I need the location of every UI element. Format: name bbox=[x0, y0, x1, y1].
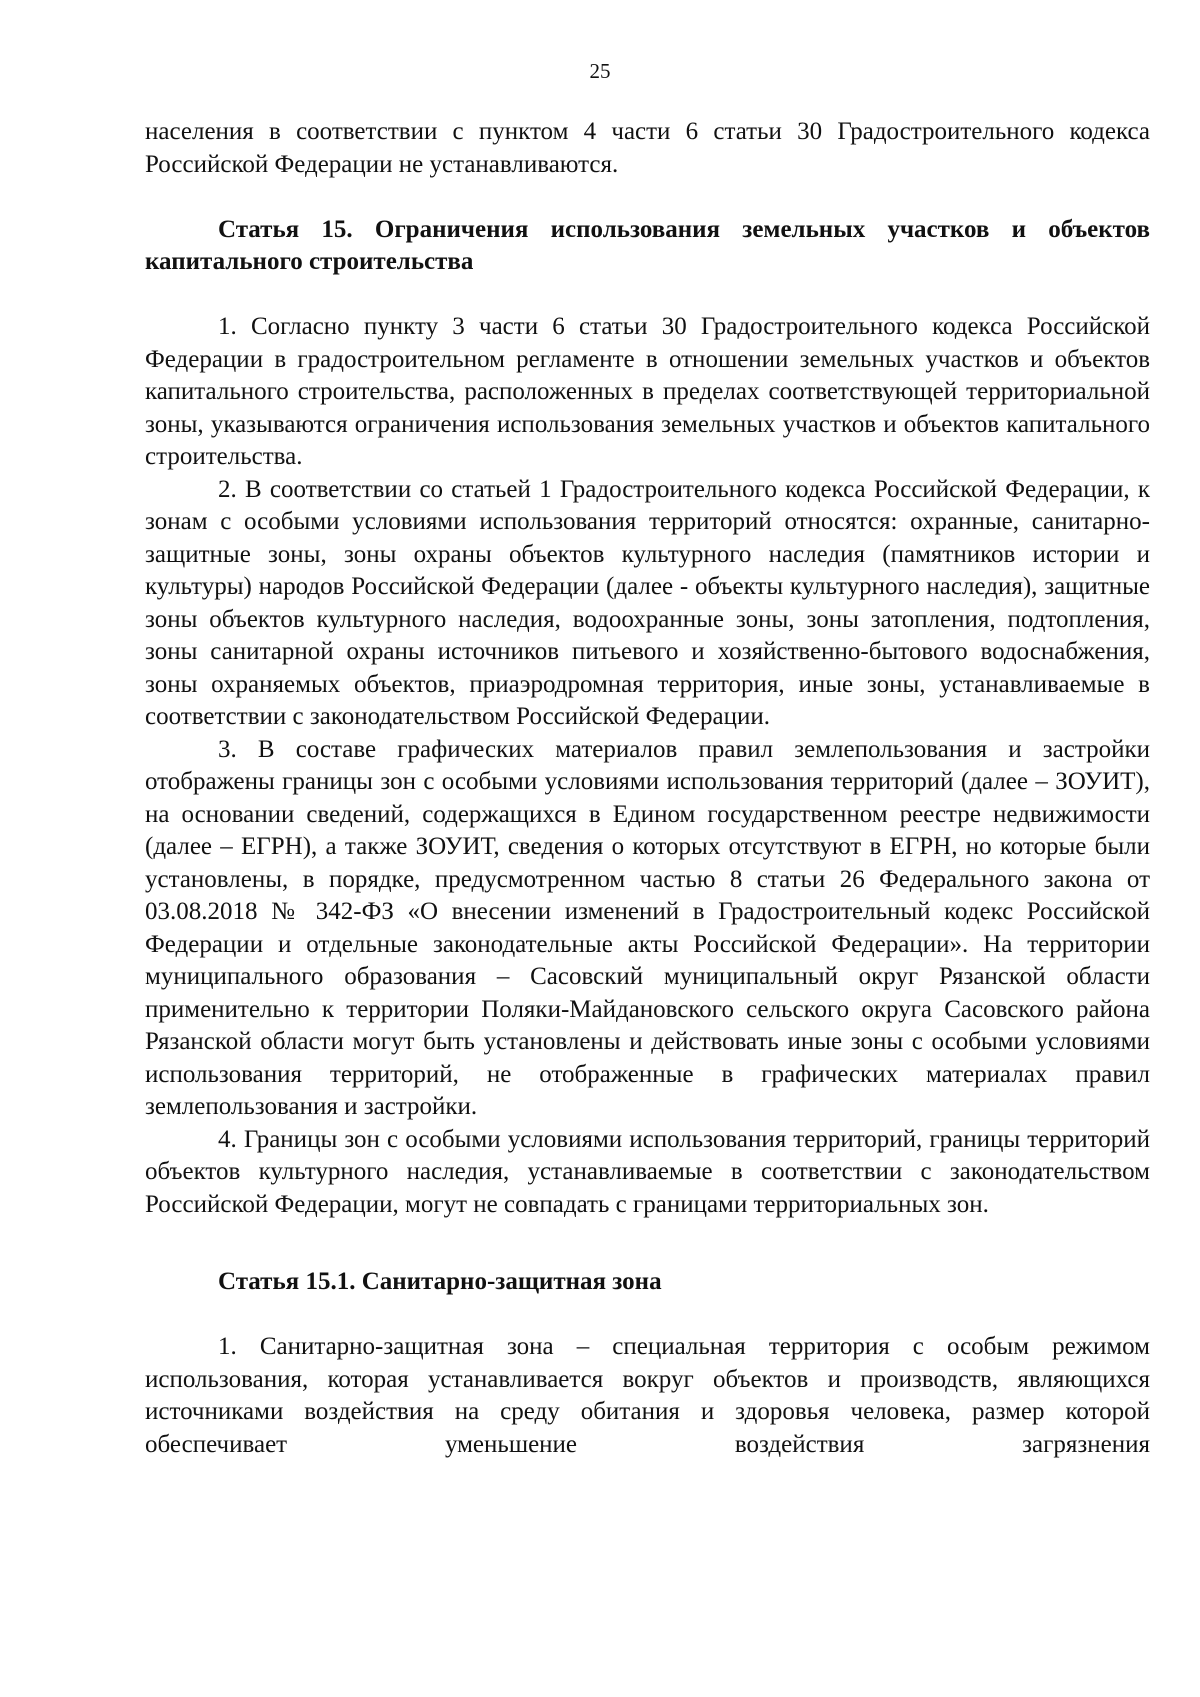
article-15-paragraph-2: 2. В соответствии со статьей 1 Градостроительного кодекса Российской Федерации, к зонам с особыми условиями использования территорий относятся: охранные, санитарно-защитные зоны, зоны охраны объектов культурного наследия (памятников истории и культуры) народов Российской Федерации (далее - объекты культурного наследия), защитные зоны объектов культурного наследия, водоохранные зоны, зоны затопления, подтопления, зоны санитарной охраны источников питьевого и хозяйственно-бытового водоснабжения, зоны охраняемых объектов, приаэродромная территория, иные зоны, устанавливаемые в соответствии с законодательством Российской Федерации. bbox=[145, 475, 1150, 730]
article-15-1-heading: Статья 15.1. Санитарно-защитная зона bbox=[218, 1268, 662, 1295]
page-number: 25 bbox=[589, 59, 611, 83]
article-15-paragraph-4: 4. Границы зон с особыми условиями использования территорий, границы территорий объектов культурного наследия, устанавливаемые в соответствии с законодательством Российской Федерации, могут не совпадать с границами территориальных зон. bbox=[145, 1125, 1150, 1218]
article-15-1-paragraph-1: 1. Санитарно-защитная зона – специальная территория с особым режимом использования, которая устанавливается вокруг объектов и производств, являющихся источниками воздействия на среду обитания и здоровья человека, размер которой обеспечивает уменьшение воздействия загрязнения bbox=[145, 1333, 1150, 1458]
article-15-body bbox=[145, 311, 1150, 1221]
document-body bbox=[145, 116, 1150, 1461]
article-15-paragraph-1: 1. Согласно пункту 3 части 6 статьи 30 Градостроительного кодекса Российской Федерации в градостроительном регламенте в отношении земельных участков и объектов капитального строительства, расположенных в пределах соответствующей территориальной зоны, указываются ограничения использования земельных участков и объектов капитального строительства. bbox=[145, 313, 1150, 470]
article-15-1-body bbox=[145, 1331, 1150, 1461]
article-15-paragraph-3: 3. В составе графических материалов правил землепользования и застройки отображены границы зон с особыми условиями использования территорий (далее – ЗОУИТ), на основании сведений, содержащихся в Едином государственном реестре недвижимости (далее – ЕГРН), а также ЗОУИТ, сведения о которых отсутствуют в ЕГРН, но которые были установлены, в порядке, предусмотренном частью 8 статьи 26 Федерального закона от 03.08.2018 № 342-ФЗ «О внесении изменений в Градостроительный кодекс Российской Федерации и отдельные законодательные акты Российской Федерации». На территории муниципального образования – Сасовский муниципальный округ Рязанской области применительно к территории Поляки-Майдановского сельского округа Сасовского района Рязанской области могут быть установлены и действовать иные зоны с особыми условиями использования территорий, не отображенные в графических материалах правил землепользования и застройки. bbox=[145, 735, 1150, 1120]
article-15-heading: Статья 15. Ограничения использования земельных участков и объектов капитального строительства bbox=[145, 215, 1150, 275]
intro-paragraph: населения в соответствии с пунктом 4 части 6 статьи 30 Градостроительного кодекса Российской Федерации не устанавливаются. bbox=[145, 118, 1150, 178]
